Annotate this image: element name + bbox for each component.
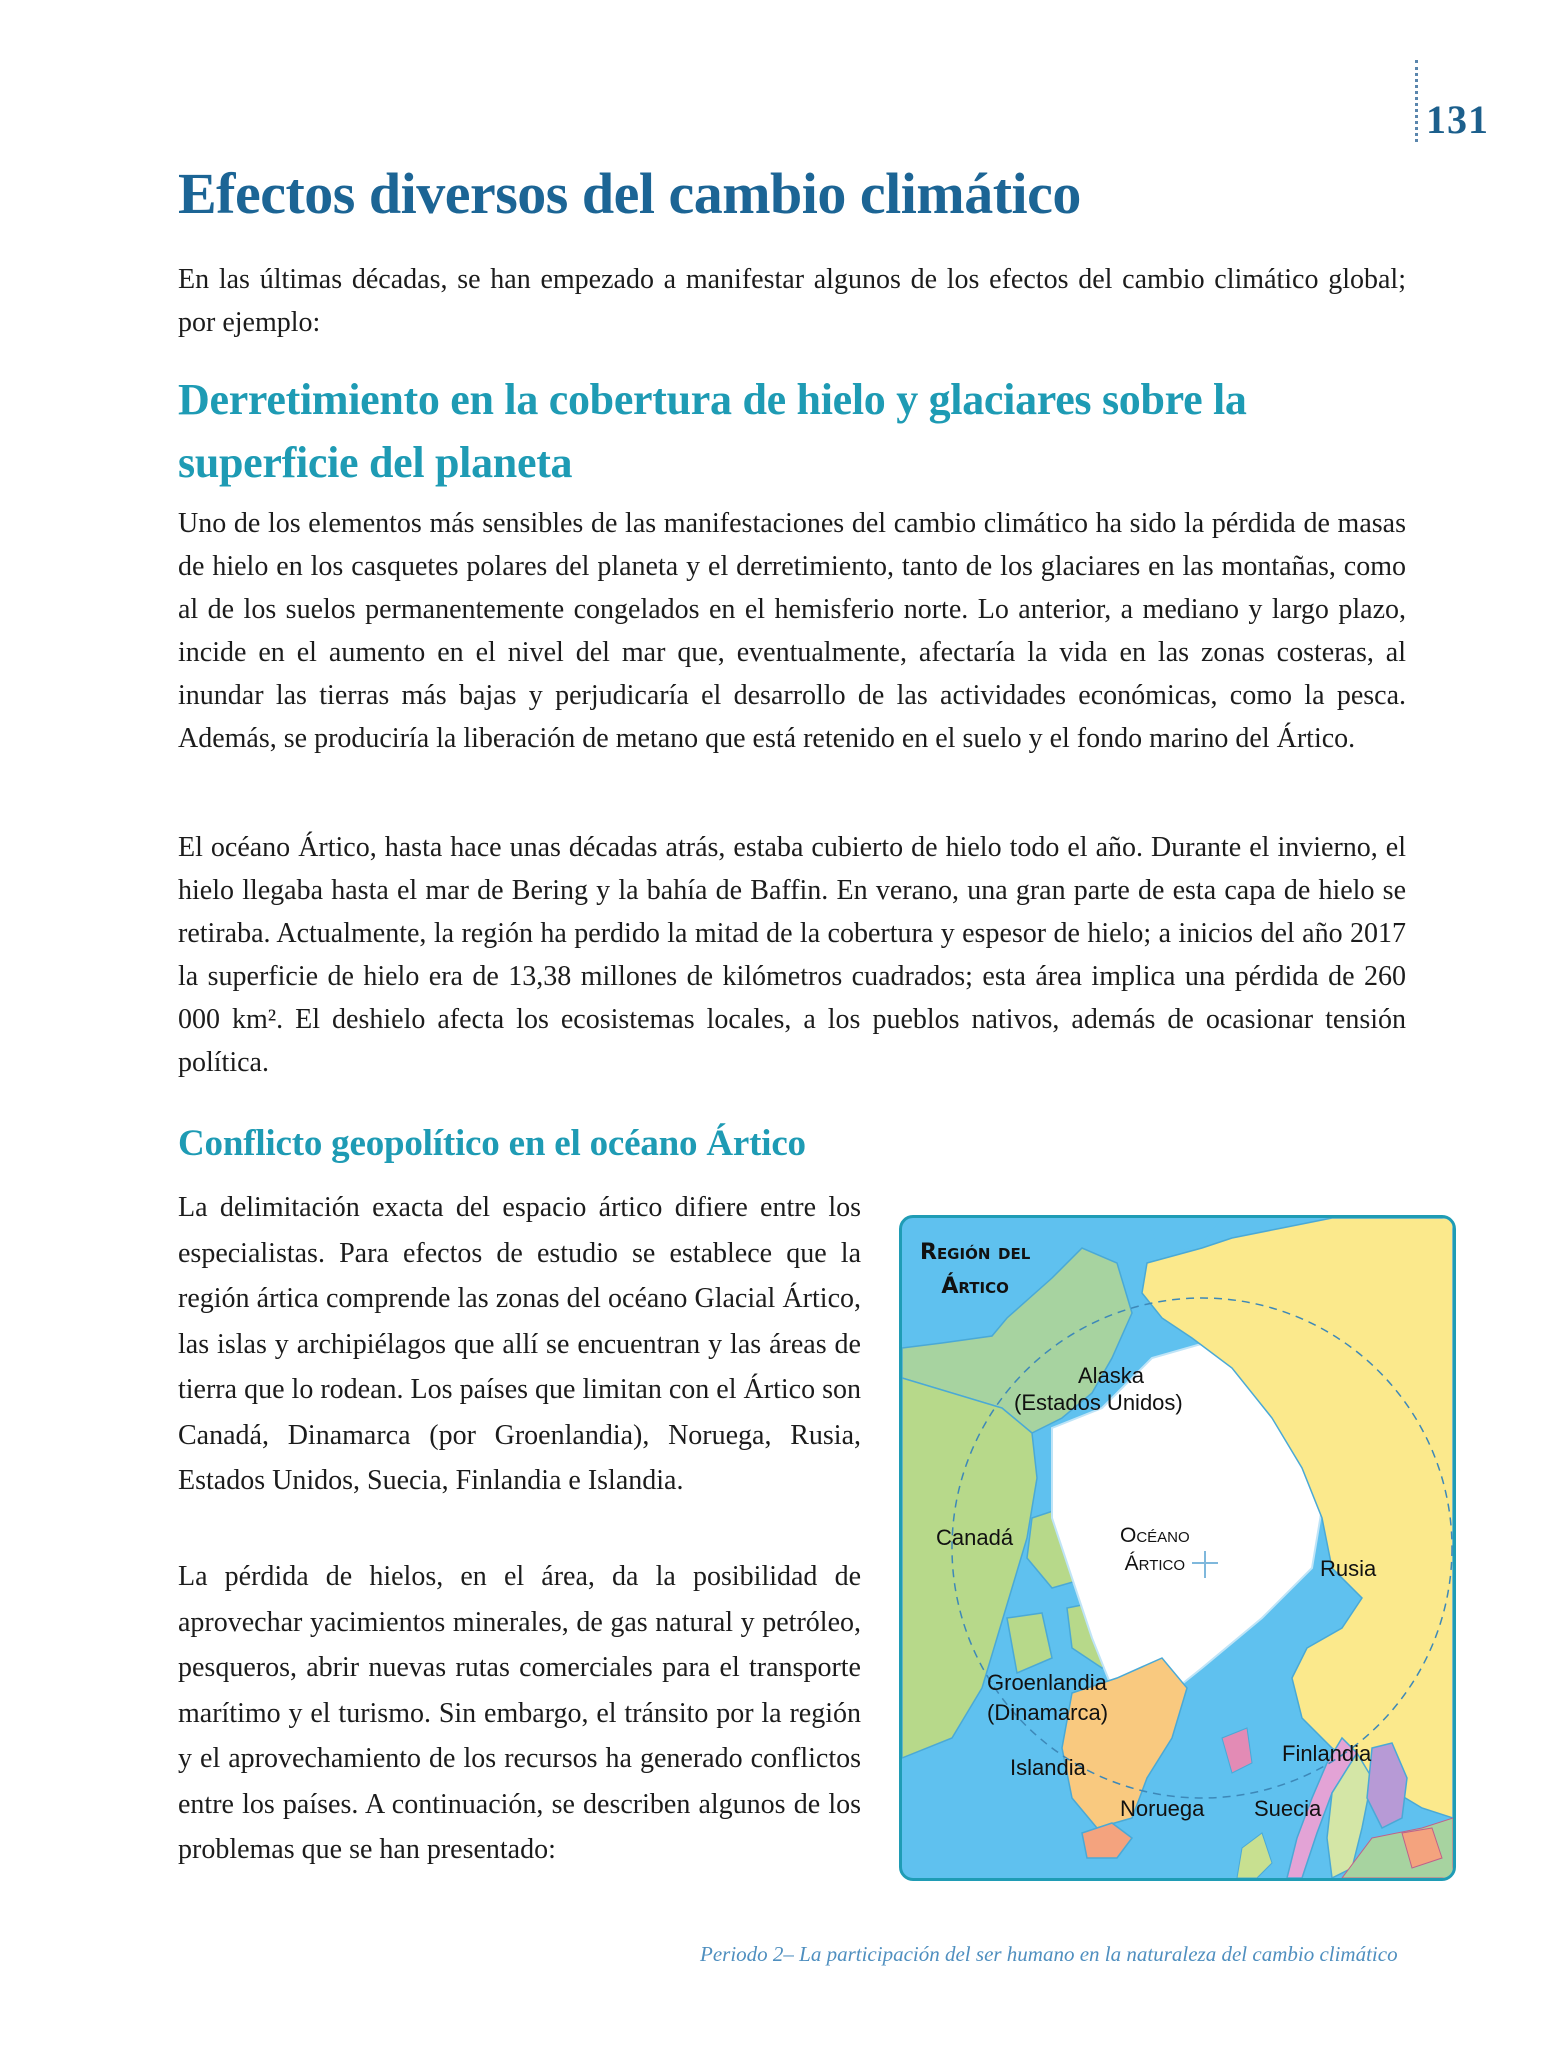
map-label-greenland-sub: (Dinamarca) bbox=[987, 1700, 1109, 1725]
paragraph-arctic-ocean: El océano Ártico, hasta hace unas décadas atrás, estaba cubierto de hielo todo el año. Durante el invierno, el hielo llegaba hasta el mar de Bering y la bahía de Baffin. En verano, una gran parte de esta capa de hielo se retiraba. Actualmente, la región ha perdido la mitad de la cobertura y espesor de hielo; a inicios del año 2017 la superficie de hielo era de 13,38 millones de kilómetros cuadrados; esta área implica una pérdida de 260 000 km². El deshielo afecta los ecosistemas locales, a los pueblos nativos, además de ocasionar tensión política. bbox=[178, 832, 1406, 1078]
map-label-norway: Noruega bbox=[1120, 1796, 1205, 1821]
map-label-iceland: Islandia bbox=[1010, 1755, 1086, 1780]
map-label-ocean-line2: Ártico bbox=[1124, 1552, 1186, 1575]
map-title bbox=[920, 1236, 1030, 1304]
paragraph-arctic-delimitation: La delimitación exacta del espacio ártico difiere entre los especialistas. Para efectos de estudio se establece que la región ártica comprende las zonas del océano Glacial Ártico, las islas y archipiélagos que allí se encuentran y las áreas de tierra que lo rodean. Los países que limitan con el Ártico son Canadá, Dinamarca (por Groenlandia), Noruega, Rusia, Estados Unidos, Suecia, Finlandia e Islandia. bbox=[178, 1192, 861, 1496]
map-region-iceland bbox=[1082, 1823, 1132, 1858]
map-title-line1: Región del bbox=[920, 1240, 1031, 1265]
paragraph-resource-conflicts: La pérdida de hielos, en el área, da la posibilidad de aprovechar yacimientos minerales, de gas natural y petróleo, pesqueros, abrir nuevas rutas comerciales para el transporte marítimo y el turismo. Sin embargo, el tránsito por la región y el aprovechamiento de los recursos ha generado conflictos entre los países. A continuación, se describen algunos de los problemas que se han presentado: bbox=[178, 1561, 861, 1865]
page-footer: Periodo 2– La participación del ser humano en la naturaleza del cambio climático bbox=[700, 1942, 1398, 1966]
map-region-uk bbox=[1237, 1833, 1272, 1878]
map-label-arctic-ocean bbox=[1120, 1522, 1190, 1578]
page-number-rule bbox=[1415, 60, 1418, 142]
map-region-svalbard bbox=[1222, 1728, 1252, 1773]
arctic-region-map bbox=[899, 1215, 1456, 1881]
section-heading-ice-melt: Derretimiento en la cobertura de hielo y glaciares sobre la superficie del planeta bbox=[178, 375, 1247, 487]
map-label-ocean-line1: Océano bbox=[1120, 1524, 1190, 1547]
intro-paragraph: En las últimas décadas, se han empezado a manifestar algunos de los efectos del cambio climático global; por ejemplo: bbox=[178, 264, 1406, 338]
map-label-greenland: Groenlandia bbox=[987, 1670, 1107, 1695]
page-title: Efectos diversos del cambio climático bbox=[178, 161, 1081, 226]
section-heading-geopolitical-conflict: Conflicto geopolítico en el océano Ártico bbox=[178, 1123, 806, 1164]
map-label-finland: Finlandia bbox=[1282, 1741, 1372, 1766]
paragraph-ice-loss: Uno de los elementos más sensibles de las manifestaciones del cambio climático ha sido la pérdida de masas de hielo en los casquetes polares del planeta y el derretimiento, tanto de los glaciares en las montañas, como al de los suelos permanentemente congelados en el hemisferio norte. Lo anterior, a mediano y largo plazo, incide en el aumento en el nivel del mar que, eventualmente, afectaría la vida en las zonas costeras, al inundar las tierras más bajas y perjudicaría el desarrollo de las actividades económicas, como la pesca. Además, se produciría la liberación de metano que está retenido en el suelo y el fondo marino del Ártico. bbox=[178, 508, 1406, 754]
map-label-alaska: Alaska bbox=[1078, 1363, 1145, 1388]
map-label-sweden: Suecia bbox=[1254, 1796, 1322, 1821]
page-number: 131 bbox=[1426, 97, 1489, 142]
map-title-line2: Ártico bbox=[941, 1274, 1009, 1299]
map-label-alaska-sub: (Estados Unidos) bbox=[1014, 1390, 1183, 1415]
map-label-canada: Canadá bbox=[936, 1525, 1014, 1550]
map-label-russia: Rusia bbox=[1320, 1556, 1377, 1581]
